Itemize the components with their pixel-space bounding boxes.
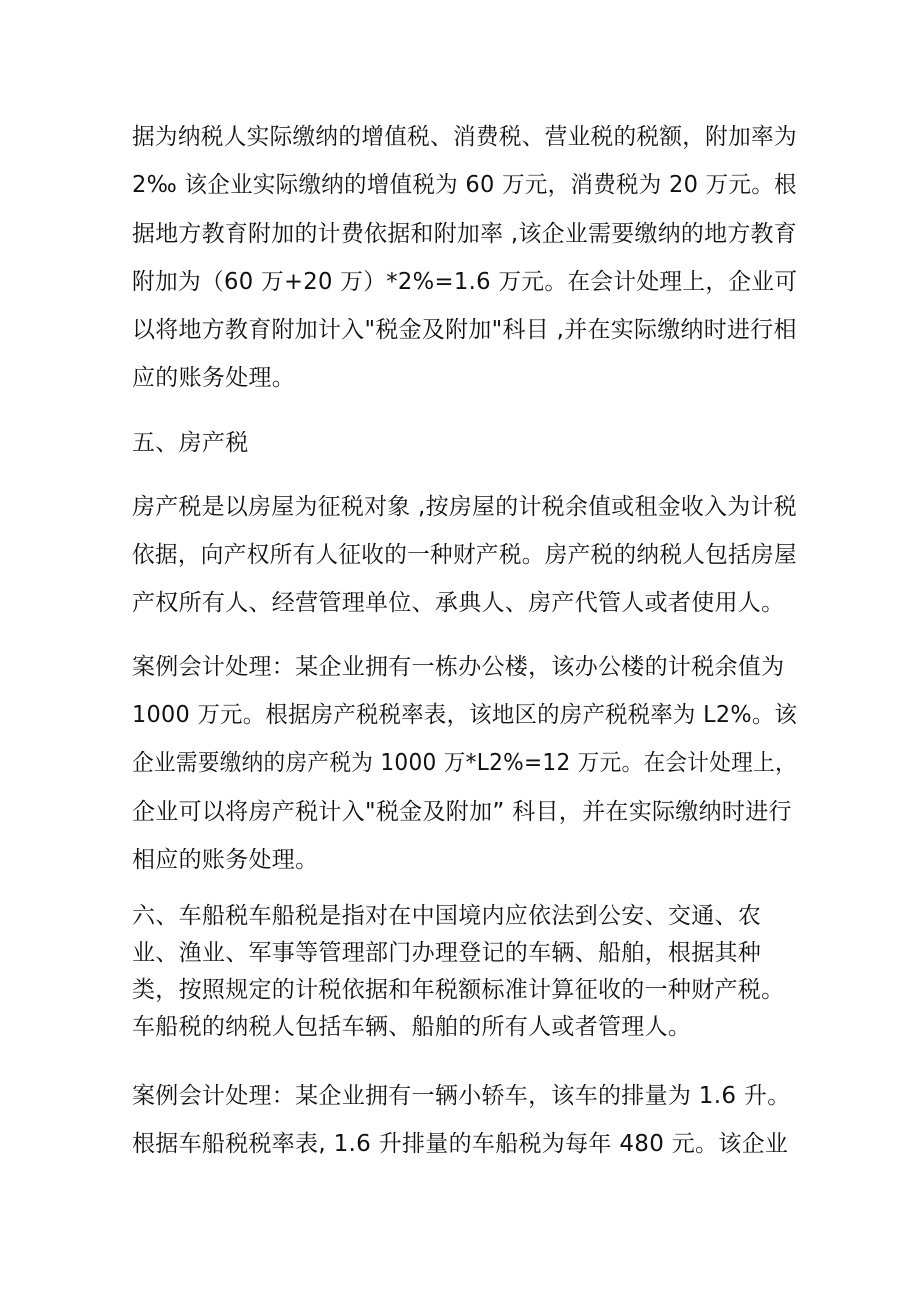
- text-line: 根据车船税税率表, 1.6 升排量的车船税为每年 480 元。该企业: [132, 1131, 789, 1157]
- text-line: 企业可以将房产税计入"税金及附加” 科目，并在实际缴纳时进行: [132, 799, 792, 825]
- section-heading-property-tax: 五、房产税: [132, 430, 249, 456]
- text-line: 2‰ 该企业实际缴纳的增值税为 60 万元，消费税为 20 万元。根: [132, 172, 797, 198]
- text-line: 以将地方教育附加计入"税金及附加"科目 ,并在实际缴纳时进行相: [132, 317, 797, 343]
- text-line: 业、渔业、军事等管理部门办理登记的车辆、船舶，根据其种: [132, 940, 762, 966]
- text-line: 类，按照规定的计税依据和年税额标准计算征收的一种财产税。: [132, 977, 785, 1003]
- text-line: 附加为（60 万+20 万）*2%=1.6 万元。在会计处理上，企业可: [132, 269, 798, 295]
- text-line: 1000 万元。根据房产税税率表，该地区的房产税税率为 L2%。该: [132, 702, 798, 728]
- text-line: 案例会计处理：某企业拥有一栋办公楼，该办公楼的计税余值为: [132, 654, 785, 680]
- text-line: 产权所有人、经营管理单位、承典人、房产代管人或者使用人。: [132, 590, 785, 616]
- text-line: 案例会计处理：某企业拥有一辆小轿车，该车的排量为 1.6 升。: [132, 1083, 791, 1109]
- text-line: 企业需要缴纳的房产税为 1000 万*L2%=12 万元。在会计处理上，: [132, 750, 797, 776]
- text-line: 据为纳税人实际缴纳的增值税、消费税、营业税的税额，附加率为: [132, 124, 797, 150]
- text-line: 应的账务处理。: [132, 365, 296, 391]
- text-line: 房产税是以房屋为征税对象 ,按房屋的计税余值或租金收入为计税: [132, 494, 797, 520]
- text-line: 六、车船税车船税是指对在中国境内应依法到公安、交通、农: [132, 903, 762, 929]
- text-line: 依据，向产权所有人征收的一种财产税。房产税的纳税人包括房屋: [132, 542, 797, 568]
- text-line: 车船税的纳税人包括车辆、船舶的所有人或者管理人。: [132, 1014, 692, 1040]
- text-line: 相应的账务处理。: [132, 847, 319, 873]
- text-line: 据地方教育附加的计费依据和附加率 ,该企业需要缴纳的地方教育: [132, 221, 797, 247]
